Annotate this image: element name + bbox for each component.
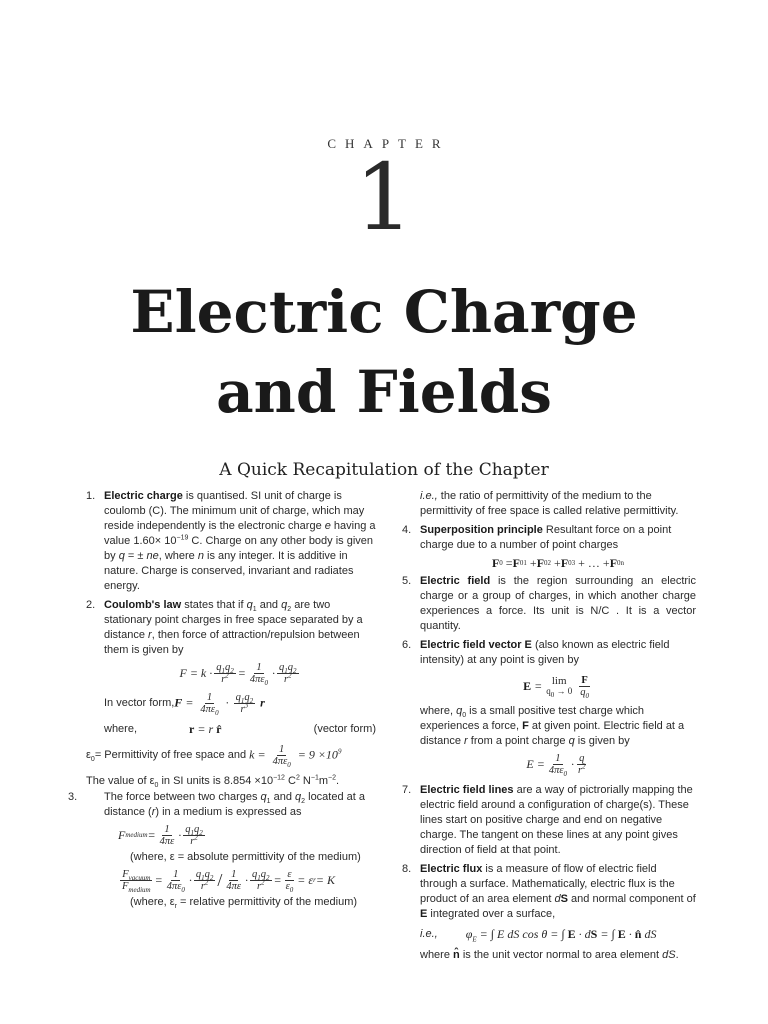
list-item-3: 3. The force between two charges $q_1$ and $q_2$ located at a distance (r) in a medium is expressed as F medium = $\frac{1}{4\pi\varepsilon}$ · $\frac{q_1q_2}{r^2}$ (where, ε = absolute permittivity of the medium) $\frac{F_{vacuum}}{F_{medium}}$ = $\frac{1}{4\pi\varepsilon_0}$ · $\frac{q_1q_2}{r^2}$ / $\frac{1}{4\pi\varepsilon}$ · $\frac{q_1q_2}{r^2}$ = $\frac{\varepsilon}{\varepsilon_0}$ = ε r = K (where, $\varepsilon_r$ = relative permittivity of the medium) (86, 790, 376, 910)
item-text: is the region surrounding an electric charge or a group of charges, in which another charge experiences a force. Its unit is N/C . It is a vector quantity. (420, 575, 696, 632)
vector-form-label: In vector form, (104, 696, 175, 709)
formula-q: q (118, 550, 125, 562)
term-field-vector: Electric field vector E (420, 639, 532, 651)
item-text: the ratio of permittivity of the medium to the permittivity of free space is called relative permittivity. (420, 490, 679, 517)
term-field-lines: Electric field lines (420, 784, 514, 796)
item-text: where (420, 949, 454, 961)
item-number: 2. (86, 599, 96, 611)
item-text: , where (158, 550, 198, 562)
list-item-2: 2. Coulomb's law states that if $q_1$ and $q_2$ are two stationary point charges in free space separated by a distance r, then force of attraction/repulsion between them is given by F = k · $\frac{q_1q_2}{r^2}$ = $\frac{1}{4\pi\varepsilon_0}$ · $\frac{q_1q_2}{r^2}$ In vector form, F = $\frac{1}{4\pi\varepsilon_0}$ · $\frac{q_1q_2}{r^3}$ r where, r = r r̂ (vector form) $\varepsilon_0$ = Permittivity of free space and k = $\frac{1}{4\pi\varepsilon_0}$ = $9 \times 10^9$ The value of $\varepsilon_0$ in SI units is $8.854 \times 10^{-12}$ $C^2$ $N^{-1}m^{-2}$. (86, 599, 376, 790)
item-text: (also known as electric field intensity) at any point is given by (420, 639, 670, 666)
item-number: 7. (402, 784, 412, 796)
term-electric-charge: Electric charge (104, 490, 183, 502)
relative-permittivity-equation: $\frac{F_{vacuum}}{F_{medium}}$ = $\frac{1}{4\pi\varepsilon_0}$ · $\frac{q_1q_2}{r^2}$ / $\frac{1}{4\pi\varepsilon}$ · $\frac{q_1q_2}{r^2}$ = $\frac{\varepsilon}{\varepsilon_0}$ = ε r = K (122, 868, 335, 894)
ie-label: i.e., (420, 490, 438, 502)
item-number: 5. (402, 575, 412, 587)
item-text: and (256, 599, 282, 611)
item-number: 8. (402, 863, 412, 875)
item-number: 4. (402, 524, 412, 536)
list-item-8: 8. Electric flux is a measure of flow of electric field through a surface. Mathematically, electric flux is the product of an area element dS and normal component of E integrated over a surface, i.e., $\varphi_E$ = ∫ E dS cos θ = ∫ E · dS = ∫ E · n̂ dS where n̂ is the unit vector normal to area element dS. (402, 863, 696, 961)
item-text: is quantised. SI unit of charge is coulomb (C). The minimum unit of charge, which may reside independently is the electronic charge (104, 490, 365, 532)
where-label: where, (104, 722, 138, 735)
ie-label: i.e., (420, 927, 438, 940)
item-text: C. Charge on any other body is given by (104, 535, 374, 562)
term-coulombs-law: Coulomb's law (104, 599, 182, 611)
list-item-4 (402, 523, 696, 573)
list-item-6: 6. Electric field vector E (also known as electric field intensity) at any point is given by E = lim $q_0 \to 0$ $\frac{F}{q_0}$ where, $q_0$ is a small positive test charge which experiences a force, F at given point. Electric field at a distance r from a point charge q is given by E = $\frac{1}{4\pi\varepsilon_0}$ · $\frac{q}{r^2}$ (402, 638, 696, 779)
exponent: −19 (176, 534, 189, 542)
item-text: The force between two charges (104, 791, 261, 803)
permittivity-value: The value of $\varepsilon_0$ in SI units is $8.854 \times 10^{-12}$ $C^2$ $N^{-1}m^{-2}$. (86, 774, 340, 790)
medium-force-equation: F medium = $\frac{1}{4\pi\varepsilon}$ · $\frac{q_1q_2}{r^2}$ (118, 823, 203, 847)
chapter-title-line2: and Fields (216, 358, 552, 426)
item-text: is any integer. It is additive in nature. Charge is conserved, invariant and radiates energy. (104, 550, 354, 592)
chapter-label: CHAPTER (327, 136, 450, 151)
relative-permittivity-definition (402, 489, 696, 519)
list-item-1: 1. Electric charge is quantised. SI unit of charge is coulomb (C). The minimum unit of charge, which may reside independently is the electronic charge e having a value $1.60\times 10^{-19}$ C. Charge on any other body is given by q = ± ne, where n is any integer. It is additive in nature. Charge is conserved, invariant and radiates energy. (86, 490, 376, 592)
medium-note: (where, ε = absolute permittivity of the medium) (130, 851, 361, 863)
item-text: states that if (181, 599, 247, 611)
field-limit-equation: E = lim $q_0 \to 0$ $\frac{F}{q_0}$ (523, 674, 589, 700)
superposition-equation: F 0 = F 01 + F 02 + F 03 + … + F 0n (491, 555, 625, 570)
item-text: is a measure of flow of electric field through a surface. Mathematically, electric flux is the product of an area element (420, 863, 675, 905)
permittivity-text: = Permittivity of free space and (94, 748, 247, 761)
item-text: are two stationary point charges in free space separated by a distance (104, 599, 363, 641)
left-column (68, 489, 376, 911)
recap-heading: A Quick Recapitulation of the Chapter (219, 460, 549, 480)
term-electric-flux: Electric flux (420, 863, 483, 875)
relative-note: (where, $\varepsilon_r$ = relative permittivity of the medium) (130, 896, 358, 911)
vector-form-note: (vector form) (313, 722, 376, 735)
coulomb-equation: F = k · $\frac{q_1q_2}{r^2}$ = $\frac{1}{4\pi\varepsilon_0}$ · $\frac{q_1q_2}{r^2}$ (179, 661, 297, 687)
flux-equation: i.e., $\varphi_E$ = ∫ E dS cos θ = ∫ E · dS = ∫ E · n̂ dS (420, 926, 657, 943)
item-number: 1. (86, 490, 96, 502)
var-n: n (197, 550, 204, 562)
term-superposition: Superposition principle (420, 524, 543, 536)
right-column (402, 489, 696, 964)
item-number: 3. (68, 791, 78, 803)
item-text: where, (420, 705, 457, 717)
permittivity-line: $\varepsilon_0$ = Permittivity of free space and k = $\frac{1}{4\pi\varepsilon_0}$ = $9 \times 10^9$ (86, 743, 342, 769)
item-text: Resultant force on a point charge due to a number of point charges (420, 524, 672, 551)
vector-form-equation: In vector form, F = $\frac{1}{4\pi\varepsilon_0}$ · $\frac{q_1q_2}{r^3}$ r (104, 691, 265, 717)
var-e: e (324, 520, 331, 532)
chapter-title (0, 272, 768, 432)
item-number: 6. (402, 639, 412, 651)
term-electric-field: Electric field (420, 575, 491, 587)
item-text: , then force of attraction/repulsion between them is given by (104, 629, 360, 656)
list-item-7 (402, 783, 696, 858)
list-item-5 (402, 574, 696, 634)
item-text: are a way of pictrorially mapping the electric field around a configuration of charge(s). These lines start on positive charge and end on negative charge. The tangent on these lines at any point gives direction of field at that point. (420, 784, 693, 856)
chapter-title-line1: Electric Charge (130, 278, 638, 346)
item-text: having a value 1.60× 10 (104, 520, 376, 547)
point-charge-field-equation: E = $\frac{1}{4\pi\varepsilon_0}$ · $\frac{q}{r^2}$ (526, 752, 586, 778)
where-line: where, r = r r̂ (vector form) (104, 721, 376, 736)
chapter-number: 1 (354, 144, 414, 251)
